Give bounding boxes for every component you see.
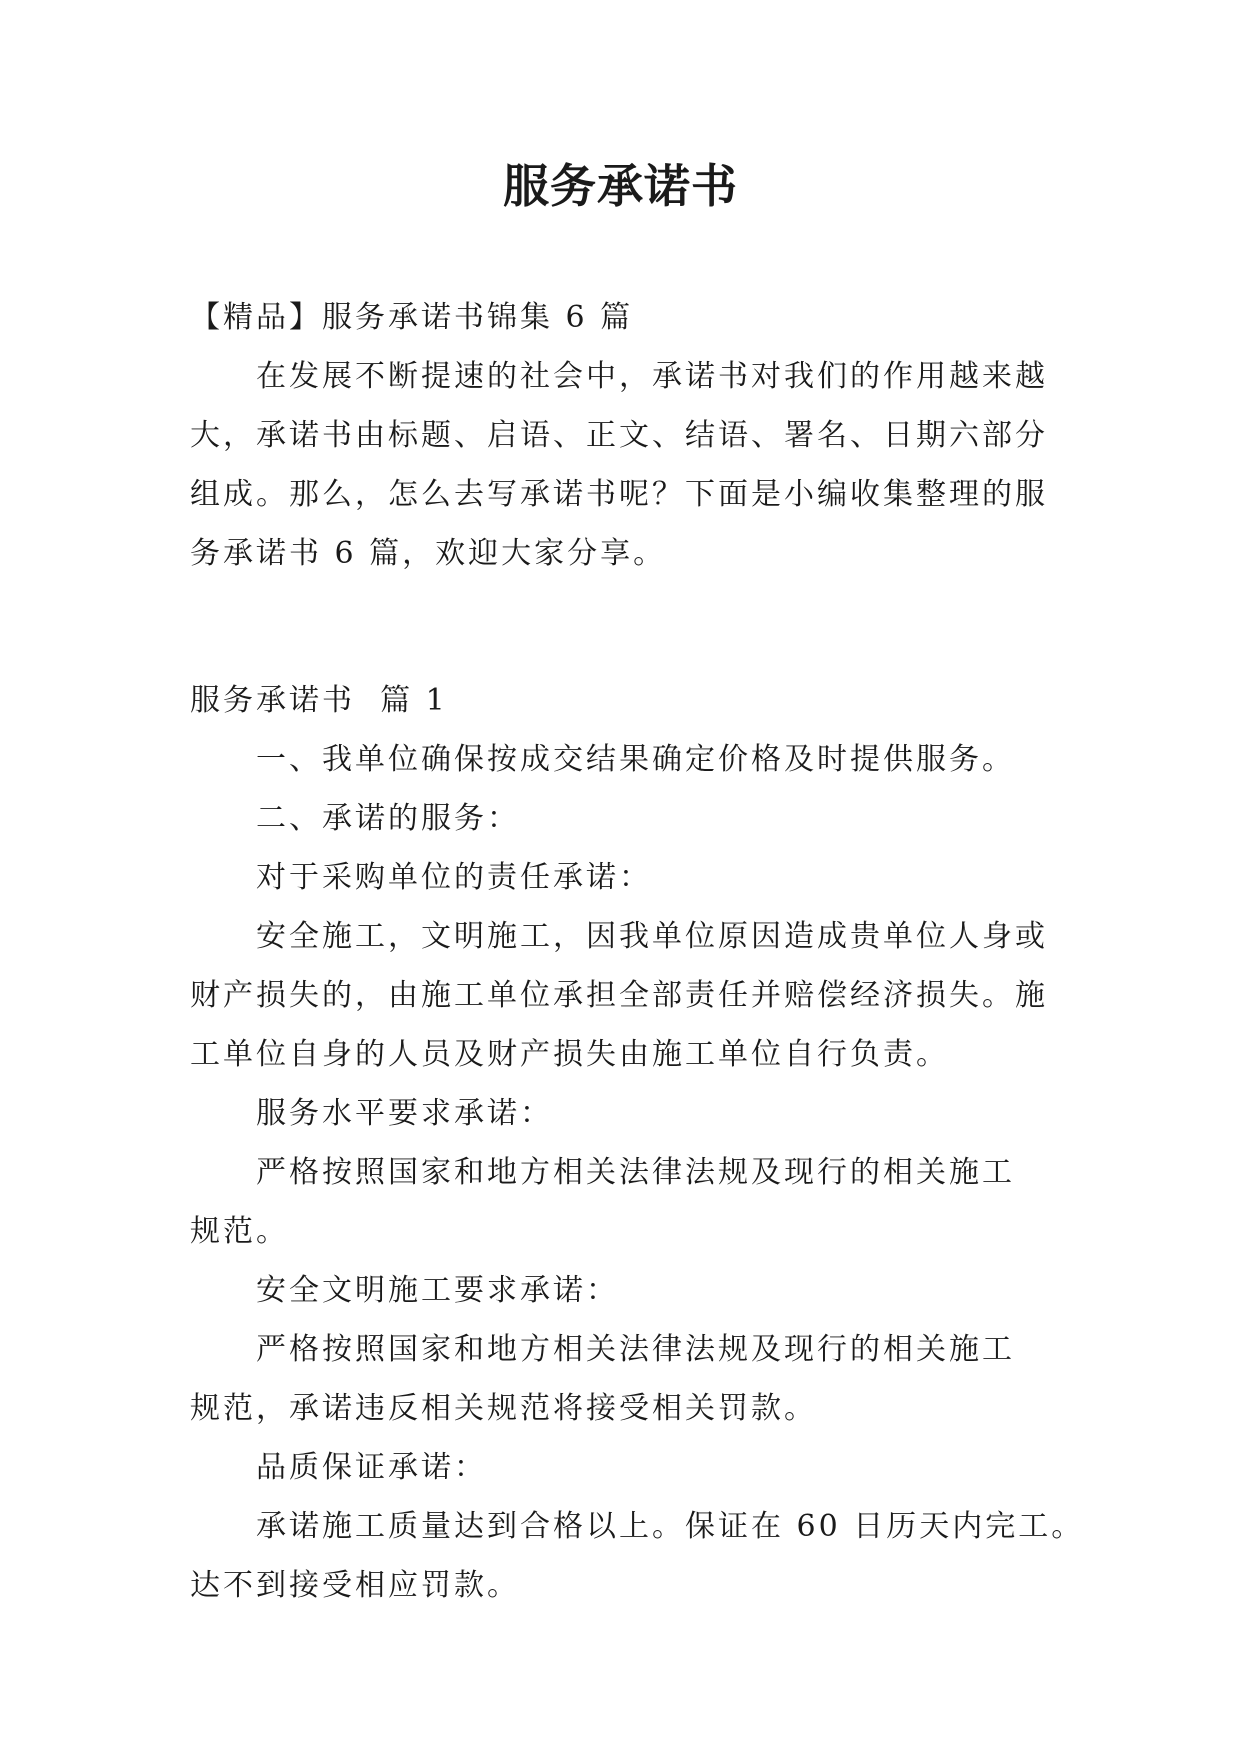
section-line: 二、承诺的服务：: [256, 801, 520, 836]
section-heading: 服务承诺书 篇 1: [190, 683, 448, 718]
document-body: [190, 288, 1085, 1615]
section-line: 规范，承诺违反相关规范将接受相关罚款。: [190, 1391, 817, 1426]
intro-line: 务承诺书 6 篇，欢迎大家分享。: [190, 536, 667, 571]
section-spacer: [190, 583, 1060, 671]
section-line: 严格按照国家和地方相关法律法规及现行的相关施工: [256, 1332, 1015, 1367]
section-line: 达不到接受相应罚款。: [190, 1568, 520, 1603]
section-line: 对于采购单位的责任承诺：: [256, 860, 652, 895]
intro-line: 组成。那么，怎么去写承诺书呢？下面是小编收集整理的服: [190, 477, 1048, 512]
section-line: 规范。: [190, 1214, 289, 1249]
document-title: 服务承诺书: [503, 159, 738, 213]
intro-line: 在发展不断提速的社会中，承诺书对我们的作用越来越: [256, 359, 1048, 394]
section-line: 一、我单位确保按成交结果确定价格及时提供服务。: [256, 742, 1015, 777]
document-subtitle: 【精品】服务承诺书锦集 6 篇: [190, 300, 634, 335]
section-line: 安全施工，文明施工，因我单位原因造成贵单位人身或: [256, 919, 1048, 954]
section-line: 工单位自身的人员及财产损失由施工单位自行负责。: [190, 1037, 949, 1072]
section-line: 承诺施工质量达到合格以上。保证在 60 日历天内完工。: [256, 1509, 1085, 1544]
intro-line: 大，承诺书由标题、启语、正文、结语、署名、日期六部分: [190, 418, 1048, 453]
section-line: 严格按照国家和地方相关法律法规及现行的相关施工: [256, 1155, 1015, 1190]
section-line: 服务水平要求承诺：: [256, 1096, 553, 1131]
section-line: 财产损失的，由施工单位承担全部责任并赔偿经济损失。施: [190, 978, 1048, 1013]
section-line: 品质保证承诺：: [256, 1450, 487, 1485]
section-line: 安全文明施工要求承诺：: [256, 1273, 619, 1308]
